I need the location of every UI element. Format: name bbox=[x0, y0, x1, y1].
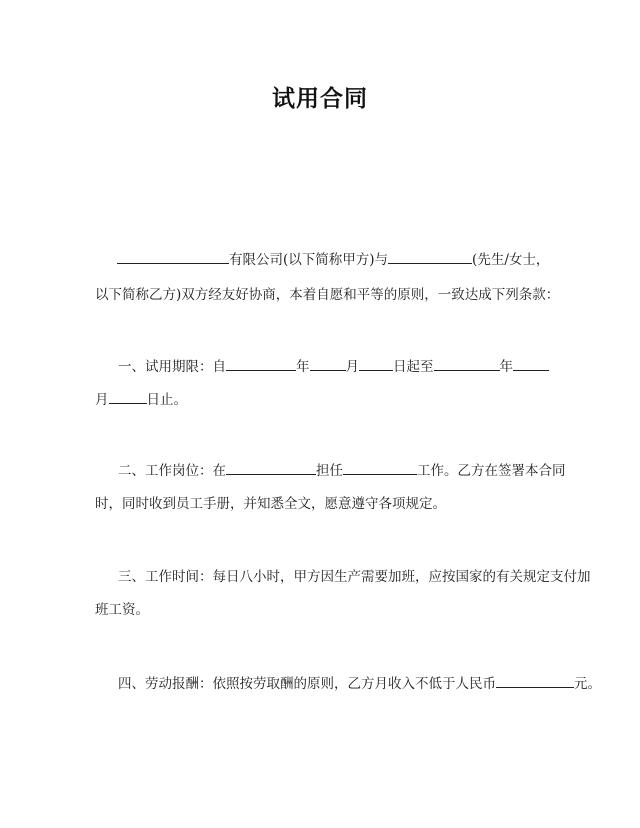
clause-1-month1: 月 bbox=[345, 359, 359, 375]
clause-3-line-2: 班工资。 bbox=[95, 602, 149, 618]
clause-1-line-2 bbox=[95, 390, 187, 409]
clause-1-month2: 月 bbox=[95, 392, 109, 408]
clause-3-line-1: 三、工作时间：每日八小时，甲方因生产需要加班，应按国家的有关规定支付加 bbox=[118, 569, 591, 585]
document-title: 试用合同 bbox=[272, 86, 368, 112]
clause-2-line-1 bbox=[118, 461, 566, 480]
blank-start-day bbox=[359, 357, 393, 371]
clause-1-line-1 bbox=[118, 357, 549, 376]
intro-text-b: (先生/女士， bbox=[472, 252, 550, 268]
blank-end-year bbox=[434, 357, 500, 371]
blank-department bbox=[226, 461, 316, 475]
blank-end-month bbox=[513, 357, 549, 371]
intro-line-1 bbox=[117, 250, 549, 269]
clause-2-line-2: 时，同时收到员工手册，并知悉全文，愿意遵守各项规定。 bbox=[95, 496, 446, 512]
clause-2-mid: 担任 bbox=[316, 463, 343, 479]
clause-2-prefix: 二、工作岗位：在 bbox=[118, 463, 226, 479]
clause-4-line-1 bbox=[118, 674, 601, 693]
clause-4-prefix: 四、劳动报酬：依照按劳取酬的原则，乙方月收入不低于人民币 bbox=[118, 676, 496, 692]
blank-start-month bbox=[310, 357, 346, 371]
blank-salary bbox=[496, 674, 574, 688]
clause-1-day1: 日起至 bbox=[393, 359, 434, 375]
clause-1-day2: 日止。 bbox=[146, 392, 187, 408]
blank-start-year bbox=[226, 357, 296, 371]
clause-1-year1: 年 bbox=[296, 359, 310, 375]
clause-4-suffix: 元。 bbox=[574, 676, 601, 692]
clause-1-year2: 年 bbox=[499, 359, 513, 375]
blank-end-day bbox=[109, 390, 147, 404]
blank-position bbox=[343, 461, 417, 475]
intro-text-a: 有限公司(以下简称甲方)与 bbox=[229, 252, 389, 268]
clause-1-prefix: 一、试用期限：自 bbox=[118, 359, 226, 375]
blank-party-a bbox=[117, 250, 229, 264]
clause-2-suffix: 工作。乙方在签署本合同 bbox=[417, 463, 566, 479]
blank-party-b bbox=[388, 250, 472, 264]
intro-line-2: 以下简称乙方)双方经友好协商，本着自愿和平等的原则，一致达成下列条款： bbox=[95, 287, 560, 303]
